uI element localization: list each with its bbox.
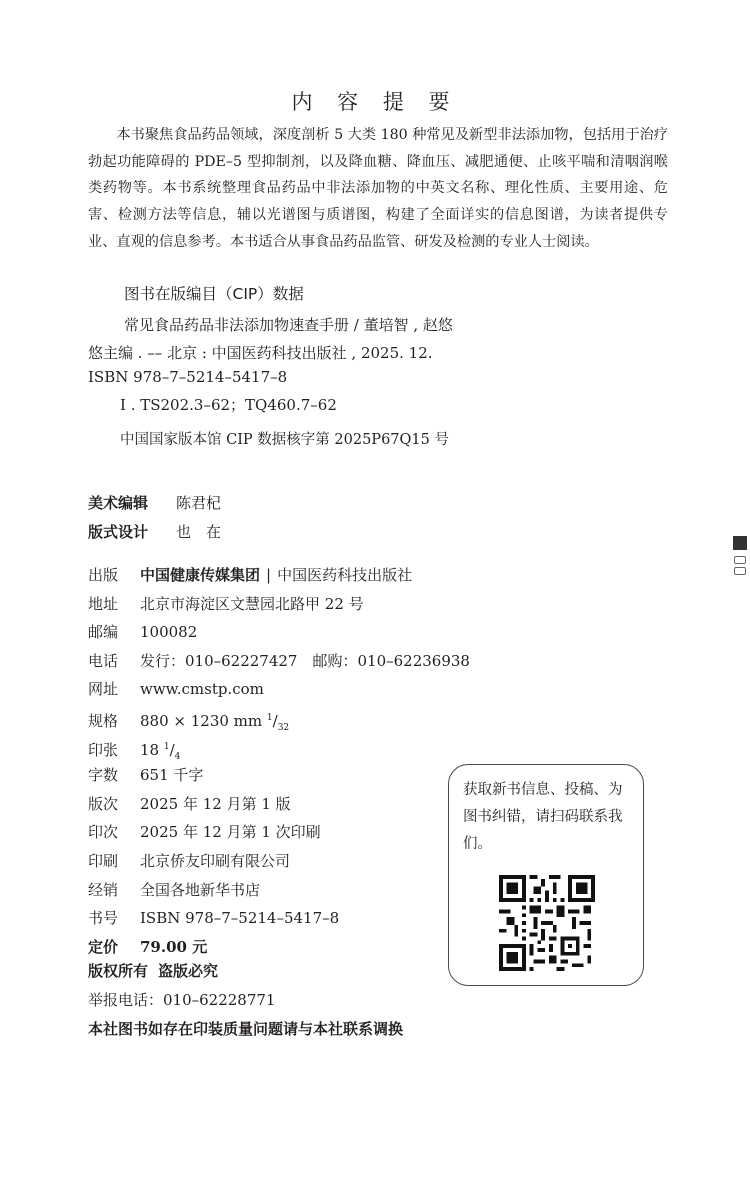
publisher-label: 出版 <box>88 566 119 584</box>
copyright-notice <box>88 960 218 981</box>
word-count-value: 651 千字 <box>140 766 204 785</box>
cip-line-3: ISBN 978–7–5214–5417–8 <box>88 368 288 386</box>
publisher-name: 中国医药科技出版社 <box>277 566 413 584</box>
qr-info-box <box>448 764 644 986</box>
printer-label: 印刷 <box>88 851 119 870</box>
sheets-value: 18 <box>140 740 160 759</box>
sheets-row: 印张 18 $^1/_4$ <box>88 733 470 762</box>
isbn-label: 书号 <box>88 909 119 928</box>
cip-line-1: 常见食品药品非法添加物速查手册 / 董培智 , 赵悠 <box>124 316 453 334</box>
publisher-group: 中国健康传媒集团 <box>140 566 261 584</box>
word-count-label: 字数 <box>88 766 119 785</box>
format-row: 规格 880 × 1230 mm $^1/_{32}$ <box>88 704 470 733</box>
edition-value: 2025 年 12 月第 1 版 <box>140 794 291 813</box>
phone-value: 发行：010–62227427 邮购：010–62236938 <box>140 651 470 670</box>
phone-label: 电话 <box>88 651 119 670</box>
cip-line-2: 悠主编 . –– 北京 : 中国医药科技出版社 , 2025. 12. <box>88 344 433 362</box>
isbn-value: ISBN 978–7–5214–5417–8 <box>140 909 340 928</box>
cip-title: 图书在版编目（CIP）数据 <box>124 285 304 303</box>
quality-notice: 本社图书如存在印装质量问题请与本社联系调换 <box>88 1020 404 1038</box>
website-link[interactable]: www.cmstp.com <box>140 680 264 699</box>
layout-design-row <box>88 521 221 542</box>
content-summary-title: 内 容 提 要 <box>291 90 459 114</box>
word-count-row <box>88 761 470 790</box>
publication-info-list <box>88 561 470 961</box>
distributor-label: 经销 <box>88 880 119 899</box>
format-fraction-num: 1 <box>266 712 273 723</box>
postcode-row <box>88 618 470 647</box>
layout-design-label: 版式设计 <box>88 523 149 541</box>
edition-row <box>88 790 470 819</box>
publisher-separator: | <box>266 566 272 584</box>
cip-record-number: 中国国家版本馆 CIP 数据核字第 2025P67Q15 号 <box>120 432 449 448</box>
art-editor-row <box>88 492 221 513</box>
qr-code-icon[interactable] <box>499 875 595 971</box>
sheets-fraction-num: 1 <box>163 741 170 752</box>
phone-row <box>88 647 470 676</box>
distributor-row <box>88 876 470 905</box>
sheets-fraction-den: 4 <box>174 751 181 762</box>
address-value: 北京市海淀区文慧园北路甲 22 号 <box>140 594 364 613</box>
printing-label: 印次 <box>88 823 119 842</box>
qr-caption: 获取新书信息、投稿、为图书纠错，请扫码联系我们。 <box>463 782 623 852</box>
website-row <box>88 675 470 704</box>
price-row <box>88 933 470 962</box>
postcode-value: 100082 <box>140 623 198 642</box>
printer-value: 北京侨友印刷有限公司 <box>140 851 291 870</box>
price-label: 定价 <box>88 937 119 956</box>
layout-design-value: 也 在 <box>176 523 222 541</box>
page-edge-glyphs <box>734 556 746 578</box>
price-value: 79.00 元 <box>140 937 208 956</box>
copyright-right: 盗版必究 <box>158 962 219 980</box>
content-summary-text: 本书聚焦食品药品领域，深度剖析 5 大类 180 种常见及新型非法添加物，包括用于治疗勃起功能障碍的 PDE–5 型抑制剂，以及降血糖、降血压、减肥通便、止咳平喘和清咽润喉类药物等。本书系统整理食品药品中非法添加物的中英文名称、理化性质、主要用途、危害、检测方法等信息，辅以光谱图与质谱图，构建了全面详实的信息图谱，为读者提供专业、直观的信息参考。本书适合从事食品药品监管、研发及检测的专业人士阅读。 <box>88 127 668 250</box>
printer-row <box>88 847 470 876</box>
format-value: 880 × 1230 mm <box>140 711 263 730</box>
printing-value: 2025 年 12 月第 1 次印刷 <box>140 823 321 842</box>
copyright-left: 版权所有 <box>88 962 149 980</box>
sheets-label: 印张 <box>88 740 119 759</box>
art-editor-value: 陈君杞 <box>176 494 222 512</box>
website-label: 网址 <box>88 680 119 699</box>
printing-row <box>88 818 470 847</box>
address-row <box>88 590 470 619</box>
edition-label: 版次 <box>88 794 119 813</box>
cip-line-4: Ⅰ . TS202.3–62；TQ460.7–62 <box>120 396 337 414</box>
publisher-row <box>88 561 470 590</box>
postcode-label: 邮编 <box>88 623 119 642</box>
isbn-row <box>88 904 470 933</box>
report-phone: 举报电话：010–62228771 <box>88 991 276 1009</box>
format-label: 规格 <box>88 711 119 730</box>
distributor-value: 全国各地新华书店 <box>140 880 261 899</box>
page-edge-mark <box>733 536 747 550</box>
art-editor-label: 美术编辑 <box>88 494 149 512</box>
address-label: 地址 <box>88 594 119 613</box>
format-fraction-den: 32 <box>277 722 290 733</box>
